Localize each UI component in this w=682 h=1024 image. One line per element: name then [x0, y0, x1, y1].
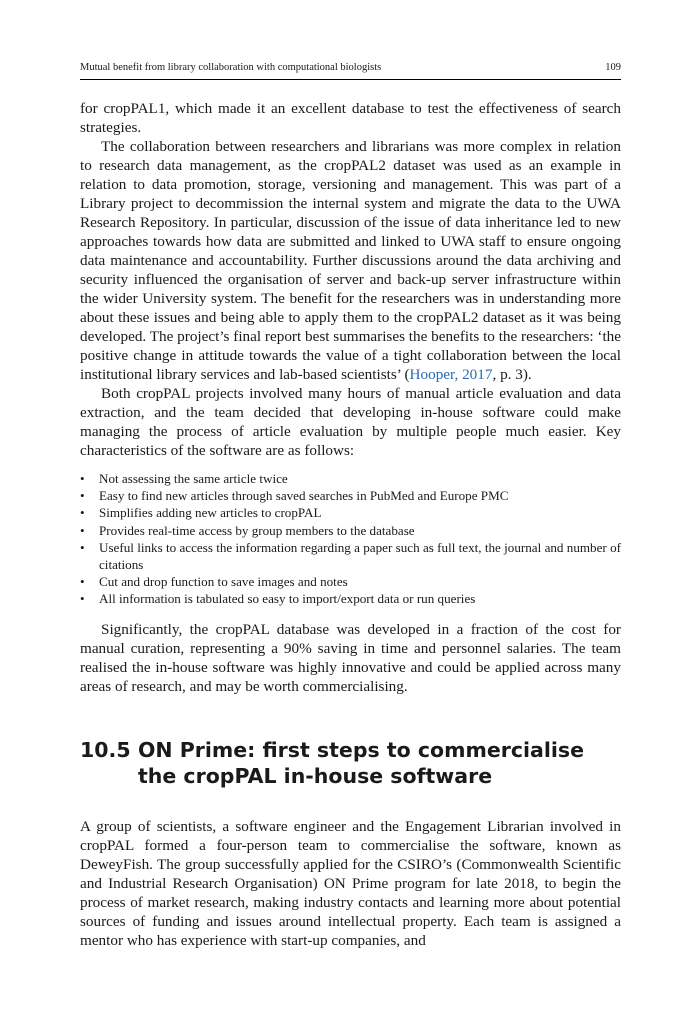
list-item-text: Easy to find new articles through saved searches in PubMed and Europe PMC	[99, 488, 509, 504]
list-item-text: All information is tabulated so easy to import/export data or run queries	[99, 591, 476, 607]
list-item	[80, 470, 621, 487]
paragraph-software-intro: Both cropPAL projects involved many hours of manual article evaluation and data extraction, and the team decided that developing in-house software could make managing the process of article evaluation by multiple people much easier. Key characteristics of the software are as follows:	[80, 385, 621, 459]
bullet-icon: •	[80, 591, 85, 607]
body-text	[80, 99, 621, 950]
list-item-text: Not assessing the same article twice	[99, 471, 288, 486]
citation-link-hooper-2017[interactable]: Hooper, 2017	[409, 366, 493, 383]
section-title: ON Prime: first steps to commercialise the cropPAL in-house software	[138, 737, 585, 788]
list-item	[80, 573, 621, 590]
paragraph-significance: Significantly, the cropPAL database was developed in a fraction of the cost for manual curation, representing a 90% saving in time and personnel salaries. The team realised the in-house software was highly innovative and could be applied across many areas of research, and may be worth commercialising.	[80, 620, 621, 695]
running-title: Mutual benefit from library collaboration with computational biologists	[80, 62, 382, 73]
bullet-icon: •	[80, 471, 85, 486]
list-item	[80, 522, 621, 539]
running-header	[80, 62, 621, 80]
bullet-icon: •	[80, 522, 85, 538]
list-item-text: Useful links to access the information regarding a paper such as full text, the journal and number of citations	[99, 539, 621, 573]
paragraph-collaboration	[80, 137, 621, 384]
list-item-text: Simplifies adding new articles to cropPAL	[99, 505, 322, 521]
bullet-icon: •	[80, 574, 85, 590]
list-item	[80, 590, 621, 607]
paragraph-continuation: for cropPAL1, which made it an excellent database to test the effectiveness of search strategies.	[80, 100, 621, 136]
section-number: 10.5	[80, 737, 131, 762]
list-item	[80, 539, 621, 573]
section-heading	[80, 737, 621, 789]
citation-page-ref: , p. 3).	[492, 366, 532, 383]
bullet-icon: •	[80, 505, 85, 521]
list-item	[80, 487, 621, 504]
list-item-text: Cut and drop function to save images and notes	[99, 574, 348, 590]
list-item	[80, 504, 621, 521]
paragraph-on-prime: A group of scientists, a software engineer and the Engagement Librarian involved in cropPAL formed a four-person team to commercialise the software, known as DeweyFish. The group successfully applied for the CSIRO’s (Commonwealth Scientific and Industrial Research Organisation) ON Prime program for late 2018, to begin the process of market research, making industry contacts and learning more about potential sources of funding and issues around intellectual property. Each team is assigned a mentor who has experience with start-up companies, and	[80, 817, 621, 949]
bullet-icon: •	[80, 539, 85, 555]
page-number: 109	[605, 62, 621, 73]
book-page	[80, 62, 621, 950]
software-characteristics-list	[80, 470, 621, 608]
bullet-icon: •	[80, 488, 85, 504]
paragraph-collaboration-text: The collaboration between researchers and librarians was more complex in relation to research data management, as the cropPAL2 dataset was used as an example in relation to data promotion, storage, versioning and management. This was part of a Library project to decommission the internal system and migrate the data to the UWA Research Repository. In particular, discussion of the issue of data inheritance led to new approaches towards how data are submitted and linked to UWA staff to ensure ongoing data maintenance and accountability. Further discussions around the data archiving and security influenced the organisation of server and back-up server infrastructure within the wider University system. The benefit for the researchers was in understanding more about these issues and being able to apply them to the cropPAL2 dataset as it was being developed. The project’s final report best summarises the benefits to the researchers: ‘the positive change in attitude towards the value of a tight collaboration between the local institutional library services and lab-based scientists’ (	[80, 138, 621, 383]
list-item-text: Provides real-time access by group members to the database	[99, 522, 415, 538]
